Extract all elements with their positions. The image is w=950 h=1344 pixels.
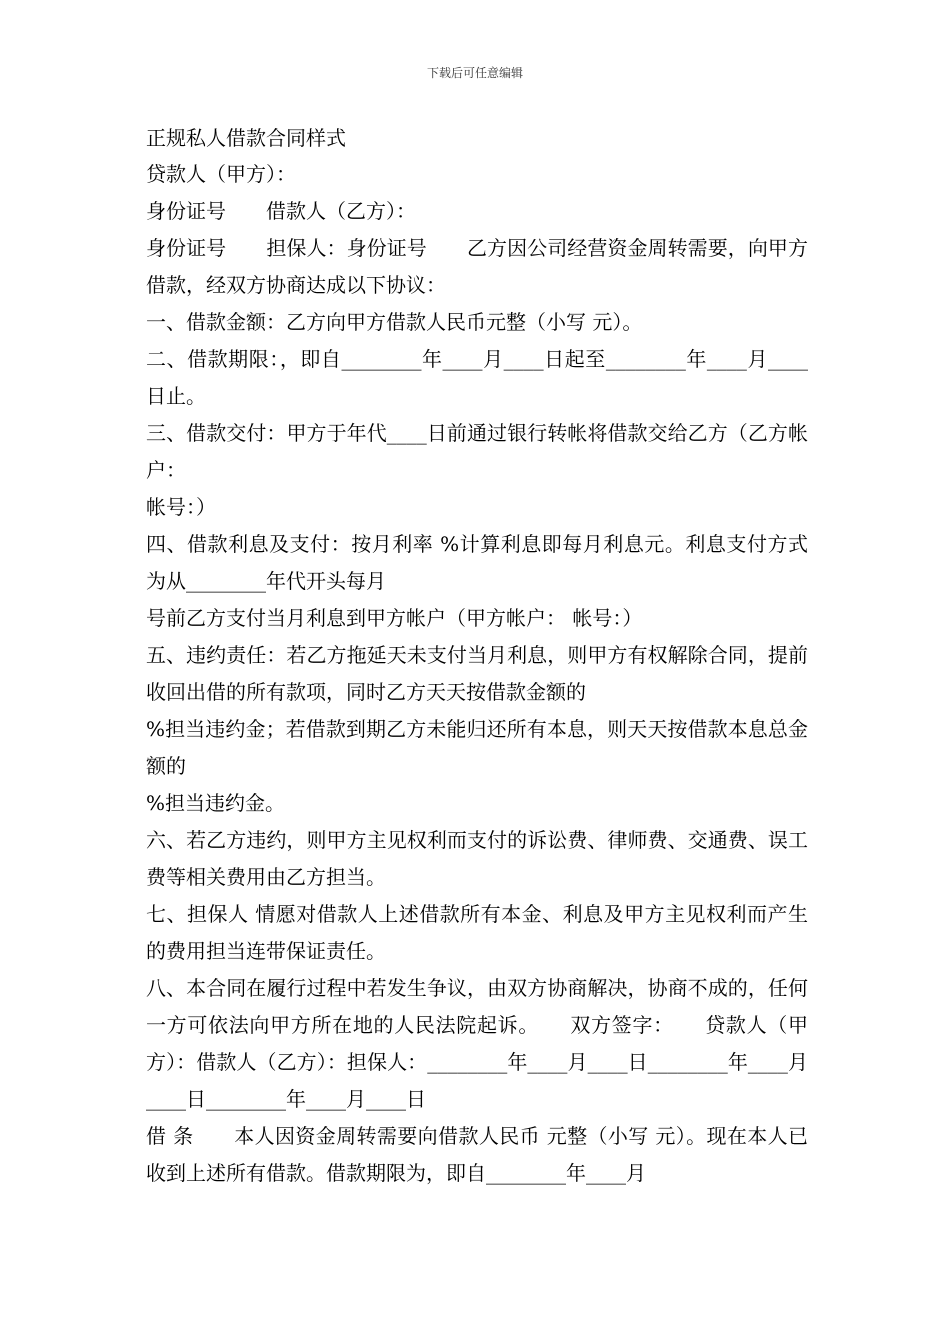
paragraph-clause-5-cont: %担当违约金；若借款到期乙方未能归还所有本息，则天天按借款本息总金额的 (146, 717, 808, 778)
contract-document (146, 120, 808, 1192)
paragraph-clause-2: 二、借款期限：，即自________年____月____日起至________年____月____日止。 (146, 347, 808, 408)
paragraph-clause-4-cont: 号前乙方支付当月利息到甲方帐户（甲方帐户： 帐号：） (146, 606, 643, 630)
paragraph-clause-7: 七、担保人 情愿对借款人上述借款所有本金、利息及甲方主见权利而产生的费用担当连带保证责任。 (146, 902, 808, 963)
document-title: 正规私人借款合同样式 (146, 126, 346, 150)
paragraph-clause-5-end: %担当违约金。 (146, 791, 286, 815)
paragraph-clause-3: 三、借款交付：甲方于年代____日前通过银行转帐将借款交给乙方（乙方帐户： (146, 421, 808, 482)
paragraph-borrower: 身份证号 借款人（乙方）： (146, 199, 416, 223)
paragraph-lender: 贷款人（甲方）： (146, 162, 296, 186)
paragraph-guarantor-intro: 身份证号 担保人：身份证号 乙方因公司经营资金周转需要，向甲方借款，经双方协商达成以下协议： (146, 236, 808, 297)
paragraph-clause-6: 六、若乙方违约，则甲方主见权利而支付的诉讼费、律师费、交通费、误工费等相关费用由乙方担当。 (146, 828, 808, 889)
paragraph-clause-8: 八、本合同在履行过程中若发生争议，由双方协商解决，协商不成的，任何一方可依法向甲方所在地的人民法院起诉。 双方签字： 贷款人（甲方）：借款人（乙方）：担保人：________年____月____日________年____月____日________年____月____日 (146, 976, 808, 1111)
paragraph-account: 帐号：） (146, 495, 216, 519)
paragraph-clause-4: 四、借款利息及支付：按月利率 %计算利息即每月利息元。利息支付方式为从________年代开头每月 (146, 532, 808, 593)
paragraph-clause-1: 一、借款金额：乙方向甲方借款人民币元整（小写 元）。 (146, 310, 643, 334)
paragraph-clause-5: 五、违约责任：若乙方拖延天未支付当月利息，则甲方有权解除合同，提前收回出借的所有款项，同时乙方天天按借款金额的 (146, 643, 808, 704)
paragraph-iou: 借 条 本人因资金周转需要向借款人民币 元整（小写 元）。现在本人已收到上述所有借款。借款期限为，即自________年____月 (146, 1124, 808, 1185)
page-header: 下载后可任意编辑 (426, 66, 523, 80)
